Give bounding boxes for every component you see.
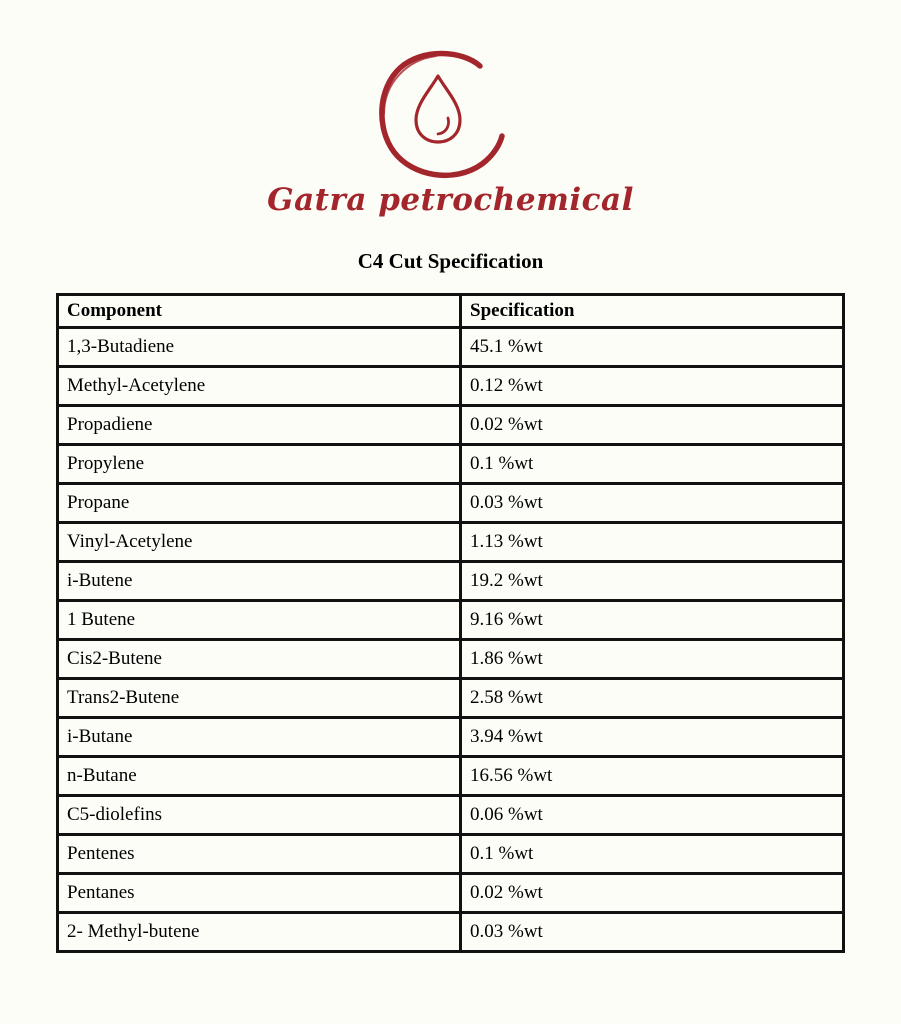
component-cell: C5-diolefins [58, 796, 461, 835]
component-cell: Trans2-Butene [58, 679, 461, 718]
table-row [58, 835, 844, 874]
table-row [58, 406, 844, 445]
oil-drop-icon [370, 44, 510, 184]
brand-name: Gatra petrochemical [267, 182, 634, 218]
table-row [58, 445, 844, 484]
component-cell: Pentenes [58, 835, 461, 874]
specification-cell: 1.13 %wt [461, 523, 844, 562]
table-row [58, 640, 844, 679]
table-row [58, 562, 844, 601]
page-title: C4 Cut Specification [357, 249, 544, 273]
company-logo [0, 0, 901, 240]
component-cell: 2- Methyl-butene [58, 913, 461, 952]
column-header-specification: Specification [461, 295, 844, 328]
specification-cell: 0.1 %wt [461, 835, 844, 874]
specification-cell: 3.94 %wt [461, 718, 844, 757]
table-row [58, 874, 844, 913]
component-cell: Pentanes [58, 874, 461, 913]
specification-cell: 9.16 %wt [461, 601, 844, 640]
component-cell: i-Butene [58, 562, 461, 601]
table-row [58, 913, 844, 952]
specification-cell: 2.58 %wt [461, 679, 844, 718]
table-row [58, 757, 844, 796]
column-header-component: Component [58, 295, 461, 328]
component-cell: Propylene [58, 445, 461, 484]
component-cell: Vinyl-Acetylene [58, 523, 461, 562]
specification-cell: 0.06 %wt [461, 796, 844, 835]
specification-cell: 0.02 %wt [461, 874, 844, 913]
component-cell: 1 Butene [58, 601, 461, 640]
component-cell: 1,3-Butadiene [58, 328, 461, 367]
table-row [58, 796, 844, 835]
specification-cell: 0.12 %wt [461, 367, 844, 406]
component-cell: Propadiene [58, 406, 461, 445]
specification-cell: 19.2 %wt [461, 562, 844, 601]
component-cell: Methyl-Acetylene [58, 367, 461, 406]
specification-cell: 0.02 %wt [461, 406, 844, 445]
component-cell: Cis2-Butene [58, 640, 461, 679]
component-cell: i-Butane [58, 718, 461, 757]
specification-cell: 0.1 %wt [461, 445, 844, 484]
specification-cell: 45.1 %wt [461, 328, 844, 367]
table-row [58, 328, 844, 367]
table-row [58, 601, 844, 640]
specification-table [56, 293, 845, 953]
specification-cell: 0.03 %wt [461, 484, 844, 523]
table-row [58, 484, 844, 523]
specification-cell: 16.56 %wt [461, 757, 844, 796]
table-header-row [58, 295, 844, 328]
component-cell: n-Butane [58, 757, 461, 796]
table-row [58, 523, 844, 562]
table-row [58, 718, 844, 757]
component-cell: Propane [58, 484, 461, 523]
table-row [58, 367, 844, 406]
table-row [58, 679, 844, 718]
specification-cell: 0.03 %wt [461, 913, 844, 952]
specification-cell: 1.86 %wt [461, 640, 844, 679]
